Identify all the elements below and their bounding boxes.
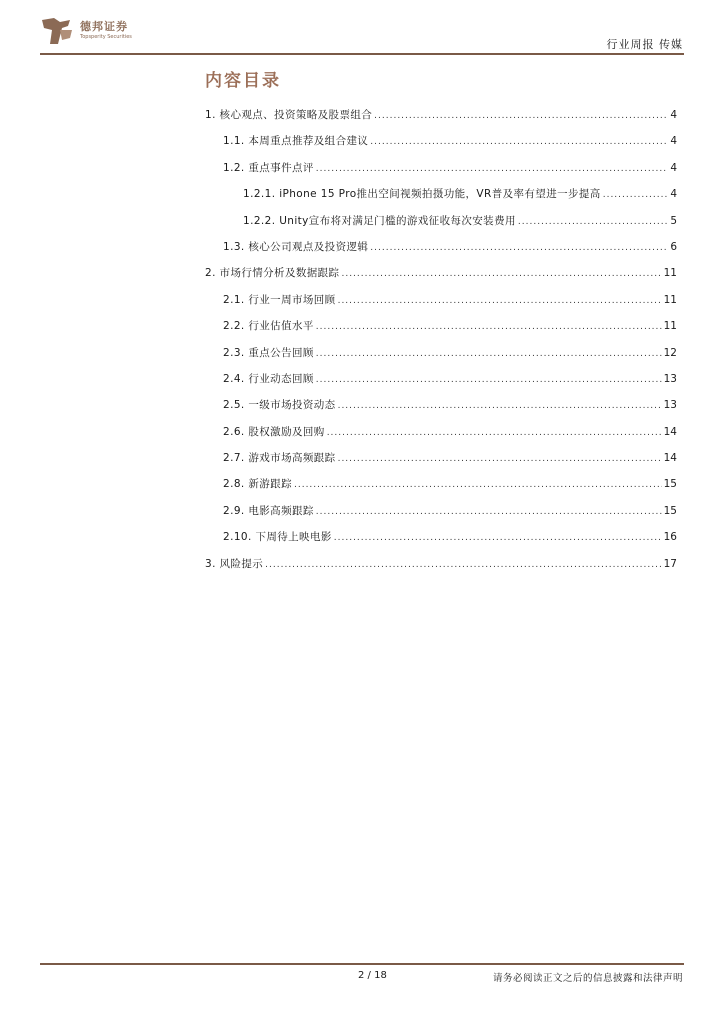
toc-entry-page: 11	[663, 267, 677, 280]
toc-entry-label: 1.2.1. iPhone 15 Pro推出空间视频拍摄功能，VR普及率有望进一步提高	[243, 188, 601, 201]
toc-entry[interactable]	[205, 556, 677, 582]
company-logo	[40, 14, 180, 50]
report-type-label: 行业周报 传媒	[606, 38, 683, 51]
toc-entry-label: 2.7. 游戏市场高频跟踪	[223, 452, 336, 465]
toc-leader	[265, 560, 661, 570]
toc-leader	[370, 137, 668, 147]
logo-emblem-icon	[40, 16, 74, 46]
toc-entry-label: 2.2. 行业估值水平	[223, 320, 314, 333]
toc-entry-label: 1.3. 核心公司观点及投资逻辑	[223, 240, 369, 253]
toc-leader	[327, 428, 662, 438]
toc-entry[interactable]	[205, 265, 677, 291]
toc-entry[interactable]	[205, 371, 677, 397]
toc-entry-page: 12	[663, 346, 677, 359]
header-divider	[40, 53, 684, 55]
toc-entry-page: 15	[663, 478, 677, 491]
toc-leader	[518, 217, 668, 227]
logo-subtext: Topsperity Securities	[80, 34, 132, 40]
toc-entry-label: 1.2.2. Unity宣布将对满足门槛的游戏征收每次安装费用	[243, 214, 516, 227]
toc-entry-page: 4	[670, 135, 677, 148]
toc-leader	[316, 507, 662, 517]
toc-entry-label: 1.1. 本周重点推荐及组合建议	[223, 135, 369, 148]
toc-entry-page: 11	[663, 320, 677, 333]
footer-divider	[40, 963, 684, 965]
toc-leader	[316, 322, 662, 332]
toc-entry-page: 11	[663, 293, 677, 306]
toc-entry[interactable]	[205, 318, 677, 344]
logo-text: 德邦证券	[80, 20, 128, 33]
toc-entry-page: 15	[663, 504, 677, 517]
toc-entry[interactable]	[205, 450, 677, 476]
toc-entry-label: 2.3. 重点公告回顾	[223, 346, 314, 359]
toc-leader	[341, 269, 661, 279]
toc-leader	[334, 533, 662, 543]
toc-entry-label: 2.4. 行业动态回顾	[223, 372, 314, 385]
toc-leader	[370, 243, 668, 253]
toc-leader	[316, 349, 662, 359]
toc-entry[interactable]	[205, 529, 677, 555]
toc-entry[interactable]	[205, 424, 677, 450]
toc-entry-label: 2.8. 新游跟踪	[223, 478, 292, 491]
toc-entry-label: 2. 市场行情分析及数据跟踪	[205, 267, 340, 280]
toc-entry-page: 6	[670, 240, 677, 253]
toc-leader	[338, 401, 662, 411]
toc-entry-page: 4	[670, 109, 677, 121]
page-number: 2 / 18	[358, 970, 387, 981]
toc-entry-label: 2.6. 股权激励及回购	[223, 425, 325, 438]
toc-leader	[338, 454, 662, 464]
toc-leader	[316, 375, 662, 385]
toc-entry[interactable]	[205, 476, 677, 502]
toc-entry-label: 2.5. 一级市场投资动态	[223, 399, 336, 412]
toc-leader	[603, 190, 669, 200]
toc-leader	[338, 296, 662, 306]
toc-entry[interactable]	[205, 239, 677, 265]
toc-entry-page: 4	[670, 188, 677, 201]
footer-disclaimer: 请务必阅读正文之后的信息披露和法律声明	[492, 973, 683, 984]
toc-entry-page: 14	[663, 425, 677, 438]
toc-entry-page: 13	[663, 399, 677, 412]
toc-entry-page: 13	[663, 372, 677, 385]
toc-title: 内容目录	[205, 71, 281, 91]
toc-entry[interactable]	[205, 292, 677, 318]
toc-entry[interactable]	[205, 107, 677, 133]
toc-entry[interactable]	[205, 397, 677, 423]
table-of-contents	[205, 107, 677, 582]
toc-entry-label: 1.2. 重点事件点评	[223, 161, 314, 174]
toc-entry-label: 1. 核心观点、投资策略及股票组合	[205, 109, 373, 121]
toc-leader	[294, 480, 662, 490]
toc-entry-label: 3. 风险提示	[205, 557, 264, 570]
toc-leader	[374, 111, 668, 121]
toc-entry-page: 16	[663, 531, 677, 544]
toc-entry[interactable]	[205, 345, 677, 371]
toc-entry[interactable]	[205, 160, 677, 186]
toc-entry-label: 2.9. 电影高频跟踪	[223, 504, 314, 517]
toc-entry-label: 2.1. 行业一周市场回顾	[223, 293, 336, 306]
toc-entry-page: 14	[663, 452, 677, 465]
toc-entry-page: 17	[663, 557, 677, 570]
toc-entry-label: 2.10. 下周待上映电影	[223, 531, 332, 544]
toc-entry[interactable]	[205, 133, 677, 159]
toc-entry[interactable]	[205, 186, 677, 212]
toc-leader	[316, 164, 669, 174]
toc-entry[interactable]	[205, 503, 677, 529]
toc-entry[interactable]	[205, 213, 677, 239]
toc-entry-page: 4	[670, 161, 677, 174]
toc-entry-page: 5	[670, 214, 677, 227]
